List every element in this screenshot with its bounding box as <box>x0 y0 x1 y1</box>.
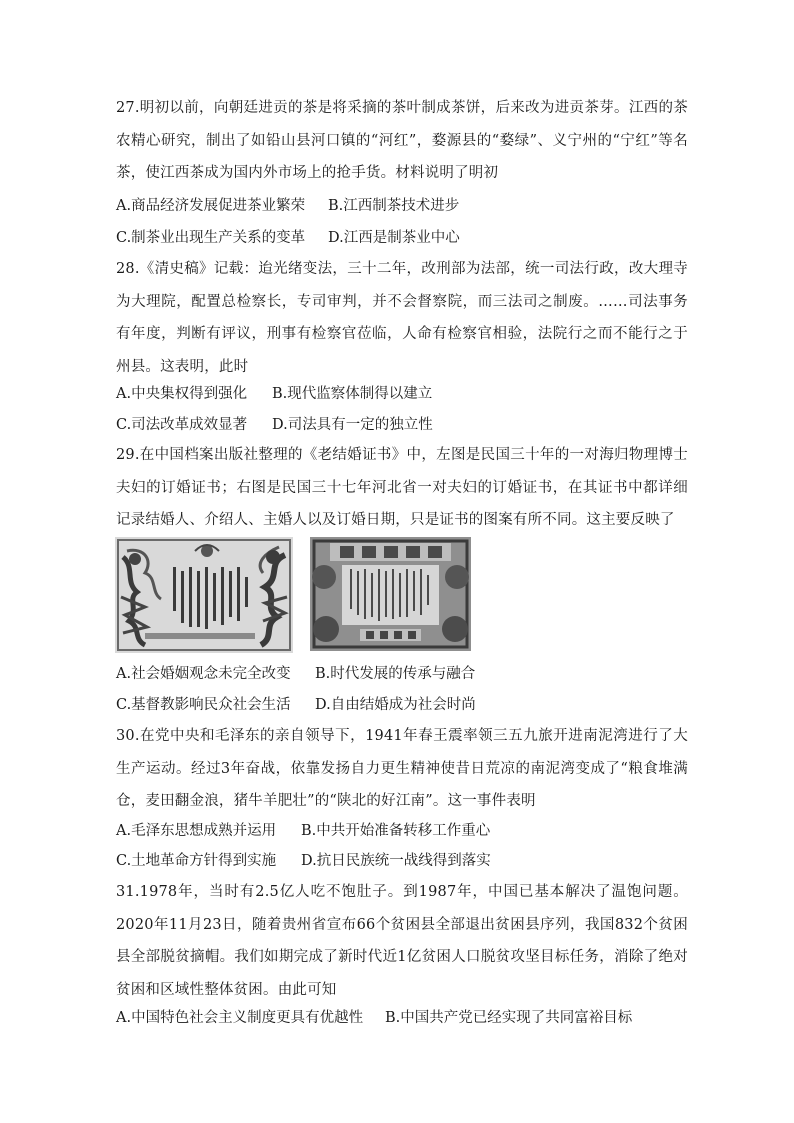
question-28-stem: 28.《清史稿》记载：迨光绪变法，三十二年，改刑部为法部，统一司法行政，改大理寺为大理院，配置总检察长，专司审判，并不会督察院，而三法司之制废。……司法事务有年度，判断有评议，刑事有检察官莅临，人命有检察官相验，法院行之而不能行之于州县。这表明，此时 <box>116 261 688 375</box>
question-27-option-d[interactable]: D.江西是制茶业中心 <box>328 230 460 246</box>
question-30-option-b[interactable]: B.中共开始准备转移工作重心 <box>301 823 491 839</box>
question-28-options-row-1 <box>116 378 432 410</box>
question-29-option-d[interactable]: D.自由结婚成为社会时尚 <box>315 697 476 713</box>
question-27-stem: 27.明初以前，向朝廷进贡的茶是将采摘的茶叶制成茶饼，后来改为进贡茶芽。江西的茶农精心研究，制出了如铅山县河口镇的“河红”，婺源县的“婺绿”、义宁州的“宁红”等名茶，使江西茶成为国内外市场上的抢手货。材料说明了明初 <box>116 100 688 181</box>
question-29-option-c[interactable]: C.基督教影响民众社会生活 <box>116 697 291 713</box>
question-30-option-d[interactable]: D.抗日民族统一战线得到落实 <box>301 853 491 869</box>
question-29-stem: 29.在中国档案出版社整理的《老结婚证书》中，左图是民国三十年的一对海归物理博士夫妇的订婚证书；右图是民国三十七年河北省一对夫妇的订婚证书，在其证书中都详细记录结婚人、介绍人、主婚人以及订婚日期，只是证书的图案有所不同。这主要反映了 <box>116 447 688 528</box>
left-engagement-certificate-image <box>115 537 293 653</box>
right-engagement-certificate-image <box>310 537 471 651</box>
question-30-option-c[interactable]: C.土地革命方针得到实施 <box>116 853 277 869</box>
question-30-stem: 30.在党中央和毛泽东的亲自领导下，1941年春王震率领三五九旅开进南泥湾进行了大生产运动。经过3年奋战，依靠发扬自力更生精神使昔日荒凉的南泥湾变成了“粮食堆满仓，麦田翻金浪，猪牛羊肥壮”的“陕北的好江南”。这一事件表明 <box>116 728 688 809</box>
question-31-option-b[interactable]: B.中国共产党已经实现了共同富裕目标 <box>385 1010 633 1026</box>
question-29-option-a[interactable]: A.社会婚姻观念未完全改变 <box>116 666 291 682</box>
question-30-option-a[interactable]: A.毛泽东思想成熟并运用 <box>116 823 277 839</box>
question-27-option-c[interactable]: C.制茶业出现生产关系的变革 <box>116 230 306 246</box>
question-29-options-row-2 <box>116 689 476 721</box>
question-29-option-b[interactable]: B.时代发展的传承与融合 <box>315 666 476 682</box>
question-28-option-d[interactable]: D.司法具有一定的独立性 <box>272 417 433 433</box>
question-27-option-a[interactable]: A.商品经济发展促进茶业繁荣 <box>116 198 306 214</box>
question-27-options-row-2 <box>116 222 460 254</box>
question-31-option-a[interactable]: A.中国特色社会主义制度更具有优越性 <box>116 1010 364 1026</box>
question-31-options-row-1 <box>116 1002 632 1034</box>
question-30-options-row-2 <box>116 845 491 877</box>
question-29-options-row-1 <box>116 658 475 690</box>
question-28-option-b[interactable]: B.现代监察体制得以建立 <box>272 386 433 402</box>
question-28-options-row-2 <box>116 409 433 441</box>
question-28-option-a[interactable]: A.中央集权得到强化 <box>116 386 248 402</box>
question-31-stem: 31.1978年，当时有2.5亿人吃不饱肚子。到1987年，中国已基本解决了温饱问题。2020年11月23日，随着贵州省宣布66个贫困县全部退出贫困县序列，我国832个贫困县全部脱贫摘帽。我们如期完成了新时代近1亿贫困人口脱贫攻坚目标任务，消除了绝对贫困和区域性整体贫困。由此可知 <box>116 884 688 998</box>
question-30-options-row-1 <box>116 815 490 847</box>
question-28-option-c[interactable]: C.司法改革成效显著 <box>116 417 248 433</box>
question-27-options-row-1 <box>116 190 459 222</box>
question-27-option-b[interactable]: B.江西制茶技术进步 <box>328 198 460 214</box>
